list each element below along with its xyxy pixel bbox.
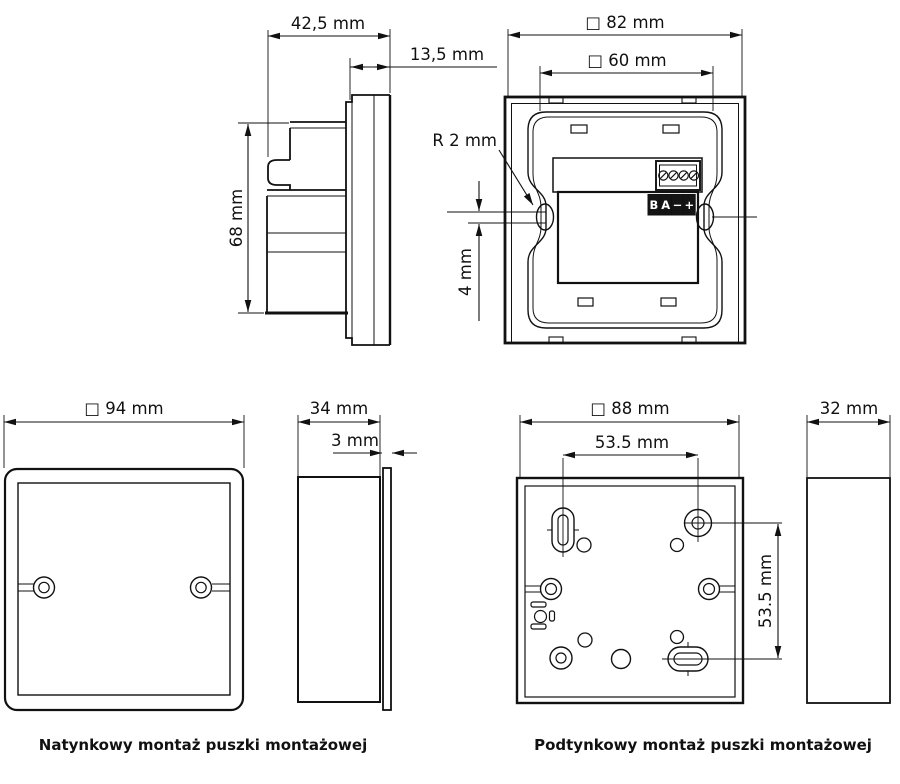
surface-box-front-view <box>4 399 244 710</box>
flush-box-hole-bottom-left <box>550 647 572 669</box>
dim-side-height: 68 mm <box>227 188 246 248</box>
front-plate-outline <box>346 95 390 345</box>
side-sensor-bump <box>268 160 290 190</box>
surface-box-keyhole-right <box>191 577 231 598</box>
terminal-label-minus: − <box>672 198 683 212</box>
surface-box-side-view <box>298 399 417 710</box>
flush-box-slot-bottom-right <box>662 642 782 676</box>
caption-surface-mount: Natynkowy montaż puszki montażowej <box>38 736 368 754</box>
dim-hole-radius: R 2 mm <box>432 131 497 150</box>
dim-flush-hole-spacing-v: 53.5 mm <box>756 553 775 629</box>
terminal-label-a: A <box>661 198 671 212</box>
dim-surface-box-depth: 34 mm <box>309 399 369 418</box>
terminal-label-plus: + <box>684 198 695 212</box>
flush-box-hole-top-right <box>685 458 783 542</box>
flush-box-outline <box>517 478 743 703</box>
terminal-block <box>656 161 700 190</box>
dim-surface-box-flange: 3 mm <box>331 431 379 450</box>
flush-box-keyhole-left <box>525 579 562 600</box>
dim-flush-hole-spacing-h: 53.5 mm <box>594 433 670 452</box>
dim-back-inner: □ 60 mm <box>587 51 667 70</box>
dim-flush-box-size: □ 88 mm <box>590 399 670 418</box>
flush-box-knockout-marks <box>531 602 555 629</box>
dim-back-outer: □ 82 mm <box>585 13 665 32</box>
dim-surface-box-size: □ 94 mm <box>84 399 164 418</box>
dim-side-width: 42,5 mm <box>290 14 366 33</box>
surface-box-outline <box>5 469 243 710</box>
dim-hole-width: 4 mm <box>456 248 475 296</box>
caption-flush-mount: Podtynkowy montaż puszki montażowej <box>534 736 872 754</box>
flush-box-side-view <box>807 399 890 703</box>
flush-box-back-view <box>517 399 782 703</box>
dim-side-front-depth: 13,5 mm <box>409 45 485 64</box>
flush-box-keyhole-right <box>699 579 736 600</box>
terminal-label-b: B <box>649 198 659 212</box>
back-mount-hole-left <box>537 204 554 230</box>
dim-flush-box-depth: 32 mm <box>819 399 879 418</box>
terminal-labels <box>648 195 695 216</box>
surface-box-keyhole-left <box>18 577 55 598</box>
surface-box-flange <box>383 468 391 710</box>
